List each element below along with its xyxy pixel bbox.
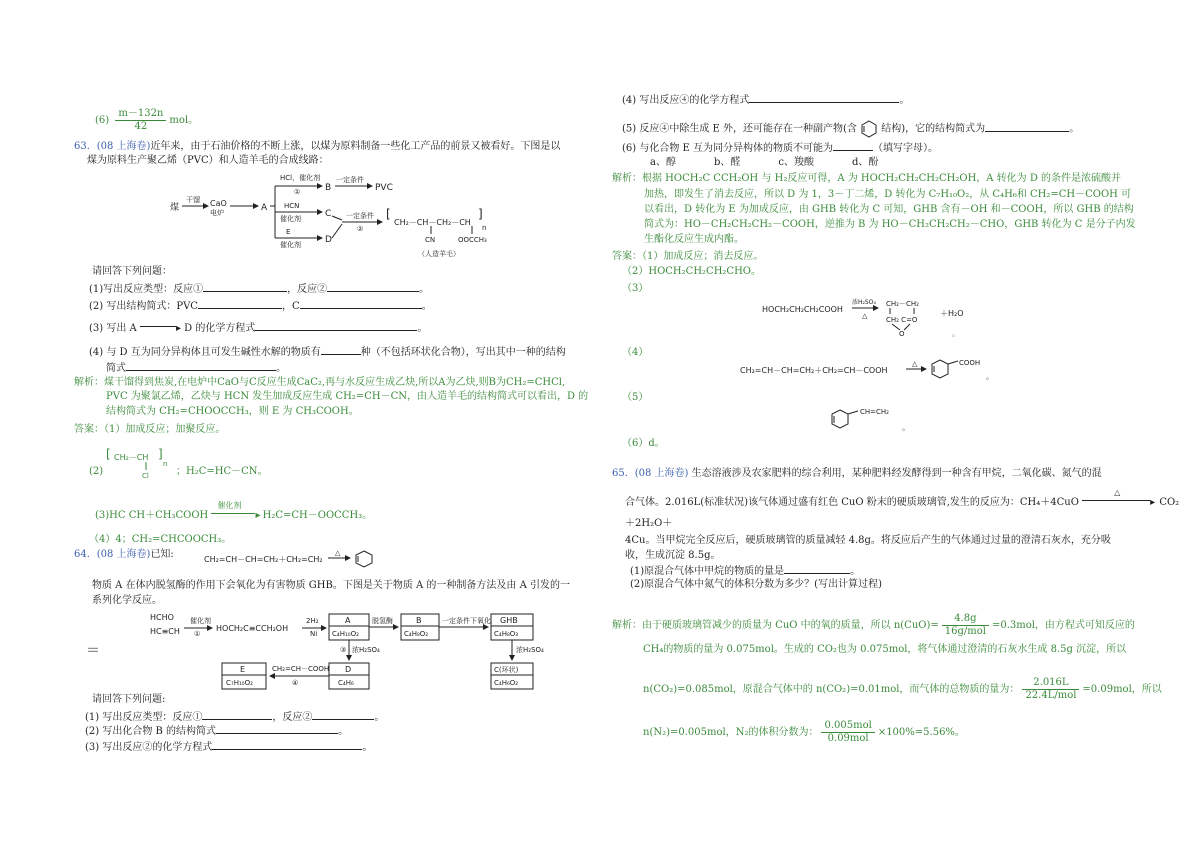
- svg-text:[: [: [386, 207, 391, 221]
- q64-known-reaction: [200, 547, 390, 569]
- svg-text:一定条件: 一定条件: [346, 212, 374, 220]
- q64-analysis-5: 生酯化反应生成内酯。: [644, 234, 744, 245]
- svg-text:干馏: 干馏: [186, 196, 200, 204]
- svg-text:电炉: 电炉: [210, 209, 224, 217]
- svg-text:]: ]: [158, 447, 163, 461]
- svg-text:催化剂: 催化剂: [280, 215, 301, 223]
- svg-text:③: ③: [340, 646, 347, 654]
- svg-text:Ni: Ni: [310, 630, 318, 638]
- q64-node-c: C(环状): [494, 666, 519, 674]
- q65-question-2: (2)原混合气体中氮气的体积分数为多少？(写出计算过程): [630, 579, 882, 590]
- q63-question-4-line2: 简式 。: [106, 360, 286, 376]
- q65-intro-5: 收，生成沉淀 8.5g。: [625, 550, 721, 561]
- svg-text:C₇H₁₀O₂: C₇H₁₀O₂: [226, 679, 253, 687]
- svg-text:CH₂－CH: CH₂－CH: [114, 453, 149, 462]
- svg-text:脱氢酶: 脱氢酶: [372, 617, 393, 625]
- q64-answer-2: （2）HOCH₂CH₂CH₂CHO。: [622, 266, 761, 277]
- svg-text:2H₂: 2H₂: [306, 617, 319, 625]
- q65-intro-2: 合气体。2.016L(标准状况)该气体通过盛有红色 CuO 粉末的硬质玻璃管,发生的反应为：CH₄＋4CuO △ ▸ CO₂: [625, 488, 1180, 508]
- q64-butynediol: HOCH₂C≡CCH₂OH: [216, 624, 289, 633]
- q64-node-e: E: [240, 665, 246, 674]
- svg-text:OOCCH₃: OOCCH₃: [458, 236, 487, 244]
- svg-text:△: △: [912, 360, 918, 368]
- q65-question-1: (1)原混合气体中甲烷的物质的量是 。: [630, 563, 860, 579]
- svg-text:]: ]: [478, 207, 483, 221]
- q64-answer-5-structure: [830, 404, 910, 434]
- q64-ask: 请回答下列问题:: [92, 694, 166, 705]
- svg-text:浓H₂SO₄: 浓H₂SO₄: [516, 646, 544, 654]
- q65-intro-3: ＋2H₂O＋: [625, 518, 673, 529]
- q64-node-d: D: [345, 665, 352, 674]
- q64-answer-3-dot: 。: [952, 329, 960, 338]
- svg-text:C₄H₆O₂: C₄H₆O₂: [494, 679, 519, 687]
- q62-answer-6: (6) $\frac{m-132n}{42}$ mol。: [95, 108, 199, 132]
- q63-node-a: A: [261, 203, 268, 213]
- svg-text:Cl: Cl: [142, 472, 149, 480]
- svg-text:（人造羊毛）: （人造羊毛）: [418, 250, 460, 258]
- svg-text:O: O: [899, 330, 905, 338]
- q65-analysis-1: 解析：由于硬质玻璃管减少的质量为 CuO 中的氧的质量，所以 n(CuO)= $\frac{4.8g}{\text{16g/mol}}$ =0.3mol，由方程式可知反应的: [612, 613, 1135, 637]
- svg-text:△: △: [862, 312, 868, 320]
- q64-analysis-4: 简式为：HO－CH₂CH₂CH₂－COOH，逆推为 B 为 HO－CH₂CH₂CH₂－CHO，GHB 转化为 C 是分子内发: [644, 219, 1136, 230]
- svg-text:CaO: CaO: [210, 199, 227, 208]
- svg-text:C₄H₁₀O₂: C₄H₁₀O₂: [332, 630, 359, 638]
- q64-answer-1: 答案：（1）加成反应；消去反应。: [612, 251, 764, 262]
- svg-text:①: ①: [294, 188, 301, 196]
- q64-answer-4-equation: [740, 357, 1000, 383]
- svg-text:CH=CH₂: CH=CH₂: [860, 408, 889, 416]
- q64-analysis-3: 以看出，D 转化为 E 为加成反应，由 GHB 转化为 C 可知，GHB 含有－OH 和－COOH，所以 GHB 的结构: [644, 204, 1134, 215]
- svg-text:浓H₂SO₄: 浓H₂SO₄: [852, 299, 876, 306]
- svg-text:②: ②: [357, 225, 364, 233]
- q63-answer-2-label: (2): [89, 466, 104, 477]
- q64-answer-5-label: （5）: [622, 392, 649, 403]
- q64-question-4: (4) 写出反应④的化学方程式 。: [622, 92, 909, 108]
- svg-text:催化剂: 催化剂: [280, 241, 301, 249]
- q63-question-1: (1)写出反应类型：反应① ，反应② 。: [89, 281, 429, 297]
- svg-text:C₄H₈O₃: C₄H₈O₃: [494, 630, 519, 638]
- q64-question-2: (2) 写出化合物 B 的结构简式 。: [85, 723, 348, 739]
- q65-intro-4: 4Cu。当甲烷完全反应后，硬质玻璃管的质量减轻 4.8g。将反应后产生的气体通过过量的澄清石灰水，充分吸: [625, 535, 1111, 546]
- svg-text:n: n: [482, 224, 487, 232]
- q63-answer-2-polymer: [106, 444, 176, 484]
- svg-text:CH₂ C=O: CH₂ C=O: [886, 316, 918, 324]
- svg-text:△: △: [335, 549, 341, 557]
- q65-analysis-4: n(N₂)=0.005mol，N₂的体积分数为： $\frac{\text{0.005mol}}{\text{0.09mol}}$ ×100%=5.56%。: [643, 720, 965, 744]
- svg-text:HC≡CH: HC≡CH: [150, 627, 180, 636]
- q63-intro-line1: 63．(08 上海卷)近年来，由于石油价格的不断上涨，以煤为原料制备一些化工产品的前景又被看好。下图是以: [74, 141, 561, 152]
- q63-intro-line2: 煤为原料生产聚乙烯（PVC）和人造羊毛的合成线路：: [87, 155, 329, 166]
- q63-answer-1: 答案：（1）加成反应；加聚反应。: [74, 424, 226, 435]
- svg-text:[: [: [106, 447, 111, 461]
- svg-text:E: E: [286, 228, 291, 236]
- svg-text:HCHO: HCHO: [150, 613, 174, 622]
- svg-text:HCN: HCN: [284, 202, 300, 210]
- q64-answer-3-equation: [758, 294, 978, 338]
- q64-options: a、醇 b、醛 c、羧酸 d、酚: [650, 157, 879, 168]
- svg-text:①: ①: [194, 630, 201, 638]
- q64-answer-6: （6）d。: [622, 438, 665, 449]
- svg-text:COOH: COOH: [959, 359, 981, 367]
- q63-node-pvc: PVC: [375, 183, 393, 193]
- q64-intro-2: 系列化学反应。: [92, 595, 162, 606]
- svg-text:CH₂=CH－COOH: CH₂=CH－COOH: [272, 665, 330, 673]
- q64-node-a: A: [345, 616, 351, 625]
- svg-text:n: n: [163, 460, 168, 468]
- svg-text:C₄H₈O₂: C₄H₈O₂: [404, 630, 429, 638]
- q64-reaction-scheme: [86, 608, 606, 692]
- q64-analysis-2: 加热，即发生了消去反应，所以 D 为 1，3－丁二烯，D 转化为 C₇H₁₀O₂，从 C₄H₆和 CH₂=CH－COOH 可: [644, 189, 1132, 200]
- q63-analysis-3: 结构简式为 CH₂=CHOOCCH₃，则 E 为 CH₃COOH。: [106, 406, 359, 417]
- q64-question-1: (1) 写出反应类型：反应① ，反应② 。: [85, 709, 384, 725]
- q63-synthesis-diagram: [160, 168, 560, 264]
- svg-text:CN: CN: [425, 236, 436, 244]
- svg-text:一定条件下氧化: 一定条件下氧化: [442, 617, 491, 625]
- q63-question-4: (4) 与 D 互为同分异构体且可发生碱性水解的物质有 种（不包括环状化合物），写出其中一种的结构: [89, 344, 566, 360]
- q63-polymer-chain: CH₂－CH－CH₂－CH: [394, 218, 471, 227]
- svg-text:CH₂=CH－CH=CH₂＋CH₂=CH－COOH: CH₂=CH－CH=CH₂＋CH₂=CH－COOH: [740, 366, 888, 375]
- cyclohexene-icon: [860, 120, 878, 138]
- q63-analysis-1: 解析：煤干馏得到焦炭,在电炉中CaO与C反应生成CaC₂,再与水反应生成乙炔,所以A为乙炔,则B为CH₂=CHCl,: [74, 377, 566, 388]
- svg-text:。: 。: [902, 423, 910, 432]
- svg-text:浓H₂SO₄: 浓H₂SO₄: [352, 646, 380, 654]
- q63-question-2: (2) 写出结构简式：PVC ，C 。: [89, 298, 432, 314]
- q65-analysis-3: n(CO₂)=0.085mol，原混合气体中的 n(CO₂)=0.01mol，而气体的总物质的量为： $\frac{2.016L}{\text{22.4L/mol}}$ =0.09mol，所以: [643, 677, 1162, 701]
- q64-question-6: (6) 与化合物 E 互为同分异构体的物质不可能为 （填写字母）。: [622, 140, 938, 156]
- q64-answer-4-label: （4）: [622, 347, 649, 358]
- svg-text:④: ④: [292, 679, 299, 687]
- svg-text:。: 。: [986, 372, 994, 381]
- q63-answer-2-tail: ；H₂C=HC－CN。: [176, 466, 268, 477]
- svg-text:＝: ＝: [86, 643, 100, 659]
- svg-text:CH₂－CH₂: CH₂－CH₂: [886, 300, 919, 308]
- svg-text:＋H₂O: ＋H₂O: [940, 309, 964, 318]
- q63-node-d: D: [325, 235, 332, 245]
- q64-header: 64．(08 上海卷)已知:: [74, 549, 174, 560]
- svg-text:HOCH₂CH₂CH₂COOH: HOCH₂CH₂CH₂COOH: [762, 305, 843, 314]
- q63-answer-4: （4）4；CH₂=CHCOOCH₃。: [89, 534, 232, 545]
- q63-question-3: (3) 写出 A ▸ D 的化学方程式 。: [89, 320, 427, 336]
- q63-answer-3: (3)HC CH＋CH₃COOH 催化剂 ▸ H₂C=CH－OOCCH₃。: [95, 501, 373, 521]
- svg-text:一定条件: 一定条件: [336, 176, 364, 184]
- q64-analysis-1: 解析：根据 HOCH₂C CCH₂OH 与 H₂反应可得，A 为 HOCH₂CH₂CH₂CH₂OH，A 转化为 D 的条件是浓硫酸并: [612, 173, 1122, 184]
- q64-question-5: (5) 反应④中除生成 E 外，还可能存在一种副产物(含 结构)，它的结构简式为 。: [622, 120, 1079, 138]
- q63-node-c: C: [325, 209, 332, 219]
- q64-intro-1: 物质 A 在体内脱氢酶的作用下会氧化为有害物质 GHB。下图是关于物质 A 的一种制备方法及由 A 引发的一: [92, 580, 570, 591]
- svg-text:HCl，催化剂: HCl，催化剂: [280, 174, 321, 182]
- q65-analysis-2: CH₄的物质的量为 0.075mol。生成的 CO₂也为 0.075mol，将气体通过澄清的石灰水生成 8.5g 沉淀，所以: [643, 644, 1127, 655]
- svg-text:C₄H₆: C₄H₆: [338, 679, 354, 687]
- q63-node-b: B: [325, 183, 332, 193]
- q64-node-b: B: [416, 616, 422, 625]
- q64-answer-3-label: （3）: [622, 283, 649, 294]
- svg-text:催化剂: 催化剂: [190, 617, 211, 625]
- q63-ask: 请回答下列问题：: [92, 266, 172, 277]
- q65-intro-1: 65．(08 上海卷) 生态溶液涉及农家肥料的综合利用，某种肥料经发酵得到一种含有甲烷，二氧化碳、氮气的混: [612, 468, 1102, 479]
- q63-coal: 煤: [170, 203, 180, 213]
- svg-text:CH₂=CH－CH=CH₂＋CH₂=CH₂: CH₂=CH－CH=CH₂＋CH₂=CH₂: [204, 555, 323, 564]
- q64-node-ghb: GHB: [500, 616, 518, 625]
- q63-analysis-2: PVC 为聚氯乙烯，乙炔与 HCN 发生加成反应生成 CH₂=CH－CN，由人造羊毛的结构简式可以看出，D 的: [106, 391, 589, 402]
- q64-question-3: (3) 写出反应②的化学方程式 。: [85, 739, 372, 755]
